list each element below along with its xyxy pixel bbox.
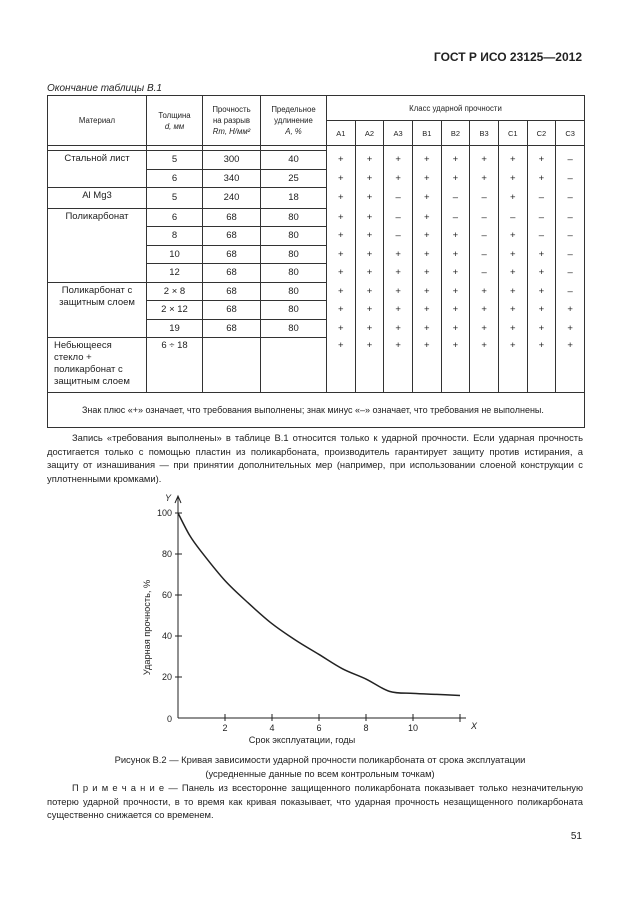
cell-class-c3: –: [556, 169, 585, 188]
cell-class-a2: +: [355, 282, 384, 301]
cell-d: 10: [147, 245, 203, 264]
y-axis-letter: Y: [164, 493, 172, 503]
chart-axes: [175, 496, 466, 722]
cell-class-a2: +: [355, 319, 384, 338]
figure-caption: Рисунок В.2 — Кривая зависимости ударной прочности поликарбоната от срока эксплуатации (усредненные данные по всем контрольным точкам): [114, 754, 526, 779]
header-class-c1: C1: [498, 121, 527, 146]
cell-class-c3: –: [556, 151, 585, 170]
impact-strength-curve: [178, 513, 460, 695]
cell-class-b2: +: [441, 319, 470, 338]
cell-class-c1: +: [498, 264, 527, 283]
cell-class-c2: –: [527, 188, 556, 209]
cell-class-c2: +: [527, 319, 556, 338]
cell-class-c3: –: [556, 188, 585, 209]
cell-class-c3: –: [556, 264, 585, 283]
cell-class-c1: +: [498, 338, 527, 393]
cell-class-a3: +: [384, 264, 413, 283]
cell-class-b1: +: [412, 282, 441, 301]
cell-class-a3: +: [384, 151, 413, 170]
table-caption: Окончание таблицы В.1: [47, 83, 162, 94]
note-label: П р и м е ч а н и е: [72, 782, 165, 793]
cell-rm: 68: [203, 208, 261, 227]
cell-class-a2: +: [355, 208, 384, 227]
cell-rm: 68: [203, 245, 261, 264]
x-tick-label: 8: [363, 723, 369, 733]
cell-a: 40: [261, 151, 327, 170]
cell-class-b3: –: [470, 227, 499, 246]
header-elongation: Предельное удлинение A, %: [261, 96, 327, 146]
cell-class-b3: +: [470, 169, 499, 188]
cell-d: 8: [147, 227, 203, 246]
cell-a: 80: [261, 264, 327, 283]
cell-class-c2: +: [527, 338, 556, 393]
cell-class-b1: +: [412, 301, 441, 320]
x-axis-label: Срок эксплуатации, годы: [248, 735, 356, 745]
cell-class-b3: +: [470, 282, 499, 301]
cell-class-c1: +: [498, 282, 527, 301]
cell-class-b2: –: [441, 188, 470, 209]
cell-class-b1: +: [412, 151, 441, 170]
cell-class-c2: +: [527, 282, 556, 301]
cell-class-a3: +: [384, 319, 413, 338]
cell-class-a2: +: [355, 301, 384, 320]
cell-class-a1: +: [327, 319, 356, 338]
cell-class-b3: –: [470, 245, 499, 264]
origin-label: 0: [166, 714, 172, 724]
header-class-b2: B2: [441, 121, 470, 146]
cell-rm: 68: [203, 319, 261, 338]
cell-class-c1: –: [498, 208, 527, 227]
cell-class-b3: –: [470, 264, 499, 283]
header-material: Материал: [48, 96, 147, 146]
header-class-b3: B3: [470, 121, 499, 146]
cell-class-b2: +: [441, 245, 470, 264]
cell-class-c3: –: [556, 282, 585, 301]
cell-class-c1: +: [498, 301, 527, 320]
cell-class-c3: –: [556, 208, 585, 227]
header-class-c2: C2: [527, 121, 556, 146]
table-note: Знак плюс «+» означает, что требования выполнены; знак минус «–» означает, что требования не выполнены.: [48, 393, 585, 428]
cell-class-b2: +: [441, 151, 470, 170]
cell-class-a2: +: [355, 338, 384, 393]
y-tick-label: 40: [161, 631, 172, 641]
cell-class-c3: –: [556, 245, 585, 264]
header-class-a3: A3: [384, 121, 413, 146]
table-row: [48, 282, 585, 301]
cell-rm: 68: [203, 301, 261, 320]
cell-class-a3: –: [384, 208, 413, 227]
cell-a: [261, 338, 327, 393]
material-cell: Небьющееся стекло + поликарбонат с защитным слоем: [48, 338, 147, 393]
header-class-b1: B1: [412, 121, 441, 146]
cell-class-c1: +: [498, 319, 527, 338]
cell-class-c2: –: [527, 227, 556, 246]
cell-class-a3: +: [384, 301, 413, 320]
cell-d: 6: [147, 169, 203, 188]
cell-class-b2: +: [441, 338, 470, 393]
chart-labels: [142, 493, 478, 745]
cell-class-a1: +: [327, 151, 356, 170]
cell-d: 6 ÷ 18: [147, 338, 203, 393]
cell-class-c1: +: [498, 188, 527, 209]
cell-d: 19: [147, 319, 203, 338]
cell-class-a2: +: [355, 169, 384, 188]
header-impact-class: Класс ударной прочности: [327, 96, 585, 121]
cell-class-a1: +: [327, 188, 356, 209]
y-tick-label: 100: [156, 508, 172, 518]
cell-rm: 68: [203, 227, 261, 246]
cell-class-a1: +: [327, 264, 356, 283]
paragraph-impact-note: Запись «требования выполнены» в таблице В.1 относится только к ударной прочности. Если ударная прочность достигается только с помощью пластин из поликарбоната, производитель гарантирует защиту против истирания, а защиту от изнашивания — при принятии дополнительных мер (например, при использовании слоеной конструкции с уплотненными кромками).: [47, 432, 583, 484]
cell-class-a2: +: [355, 245, 384, 264]
cell-class-a1: +: [327, 169, 356, 188]
cell-a: 80: [261, 282, 327, 301]
x-axis-letter: X: [470, 721, 478, 731]
cell-class-b1: +: [412, 319, 441, 338]
cell-rm: 68: [203, 282, 261, 301]
cell-class-c3: +: [556, 319, 585, 338]
cell-class-c3: –: [556, 227, 585, 246]
cell-class-c1: +: [498, 245, 527, 264]
cell-class-b3: +: [470, 319, 499, 338]
cell-class-a3: +: [384, 245, 413, 264]
cell-class-b1: +: [412, 169, 441, 188]
cell-class-b3: +: [470, 301, 499, 320]
note-text: — Панель из всесторонне защищенного поликарбоната показывает только незначительную потерю ударной прочности, в то время как кривая показывает, что ударная прочность незащищенного поликарбоната существенно снижается со временем.: [47, 782, 583, 820]
header-class-a1: A1: [327, 121, 356, 146]
cell-d: 6: [147, 208, 203, 227]
y-axis-label: Ударная прочность, %: [142, 579, 152, 676]
cell-class-a2: +: [355, 227, 384, 246]
cell-class-a2: +: [355, 188, 384, 209]
cell-class-b1: +: [412, 264, 441, 283]
cell-class-c3: +: [556, 301, 585, 320]
cell-class-c1: +: [498, 227, 527, 246]
cell-rm: 300: [203, 151, 261, 170]
cell-rm: [203, 338, 261, 393]
cell-class-a2: +: [355, 264, 384, 283]
cell-class-b1: +: [412, 227, 441, 246]
table-row: [48, 151, 585, 170]
cell-class-a1: +: [327, 338, 356, 393]
x-tick-label: 10: [407, 723, 419, 733]
material-cell: Поликарбонат: [48, 208, 147, 282]
cell-class-b3: +: [470, 151, 499, 170]
table-row: [48, 188, 585, 209]
material-cell: Al Mg3: [48, 188, 147, 209]
cell-class-c3: +: [556, 338, 585, 393]
cell-d: 2 × 8: [147, 282, 203, 301]
cell-class-a1: +: [327, 282, 356, 301]
cell-a: 80: [261, 245, 327, 264]
x-tick-label: 6: [316, 723, 322, 733]
cell-class-c2: +: [527, 169, 556, 188]
cell-class-a3: –: [384, 227, 413, 246]
cell-class-a1: +: [327, 245, 356, 264]
x-tick-label: 2: [222, 723, 228, 733]
header-class-c3: C3: [556, 121, 585, 146]
page-number: 51: [570, 831, 582, 842]
cell-class-b2: +: [441, 282, 470, 301]
header-strength: Прочность на разрыв Rm, Н/мм²: [203, 96, 261, 146]
cell-class-b3: –: [470, 208, 499, 227]
cell-class-c2: +: [527, 245, 556, 264]
header-thickness: Толщина d, мм: [147, 96, 203, 146]
table-row: [48, 208, 585, 227]
cell-class-b2: +: [441, 227, 470, 246]
cell-a: 80: [261, 208, 327, 227]
cell-class-a1: +: [327, 208, 356, 227]
cell-d: 5: [147, 151, 203, 170]
cell-rm: 240: [203, 188, 261, 209]
cell-class-b3: –: [470, 188, 499, 209]
cell-a: 18: [261, 188, 327, 209]
cell-d: 5: [147, 188, 203, 209]
cell-class-a3: +: [384, 169, 413, 188]
cell-class-b1: +: [412, 245, 441, 264]
cell-class-b2: +: [441, 301, 470, 320]
table-row: [48, 338, 585, 393]
material-cell: Поликарбонат с защитным слоем: [48, 282, 147, 338]
cell-class-c2: +: [527, 264, 556, 283]
cell-class-b3: +: [470, 338, 499, 393]
impact-class-table: [47, 95, 585, 428]
cell-class-b2: –: [441, 208, 470, 227]
cell-class-a3: –: [384, 188, 413, 209]
cell-class-c1: +: [498, 151, 527, 170]
y-tick-label: 60: [161, 590, 172, 600]
cell-a: 80: [261, 227, 327, 246]
impact-strength-chart: [130, 488, 500, 753]
y-tick-label: 80: [161, 549, 172, 559]
cell-a: 80: [261, 301, 327, 320]
cell-class-b2: +: [441, 264, 470, 283]
cell-class-a3: +: [384, 338, 413, 393]
cell-class-c2: –: [527, 208, 556, 227]
cell-class-b2: +: [441, 169, 470, 188]
material-cell: Стальной лист: [48, 151, 147, 188]
cell-class-c2: +: [527, 301, 556, 320]
cell-a: 80: [261, 319, 327, 338]
cell-d: 12: [147, 264, 203, 283]
cell-class-a1: +: [327, 227, 356, 246]
cell-rm: 340: [203, 169, 261, 188]
cell-class-c2: +: [527, 151, 556, 170]
cell-rm: 68: [203, 264, 261, 283]
cell-class-c1: +: [498, 169, 527, 188]
cell-class-a2: +: [355, 151, 384, 170]
figure-note: [47, 781, 583, 822]
cell-class-a1: +: [327, 301, 356, 320]
cell-class-b1: +: [412, 188, 441, 209]
cell-d: 2 × 12: [147, 301, 203, 320]
x-tick-label: 4: [269, 723, 275, 733]
header-class-a2: A2: [355, 121, 384, 146]
cell-class-b1: +: [412, 208, 441, 227]
y-tick-label: 20: [161, 672, 172, 682]
cell-class-a3: +: [384, 282, 413, 301]
cell-a: 25: [261, 169, 327, 188]
cell-class-b1: +: [412, 338, 441, 393]
standard-header: ГОСТ Р ИСО 23125—2012: [433, 50, 582, 64]
